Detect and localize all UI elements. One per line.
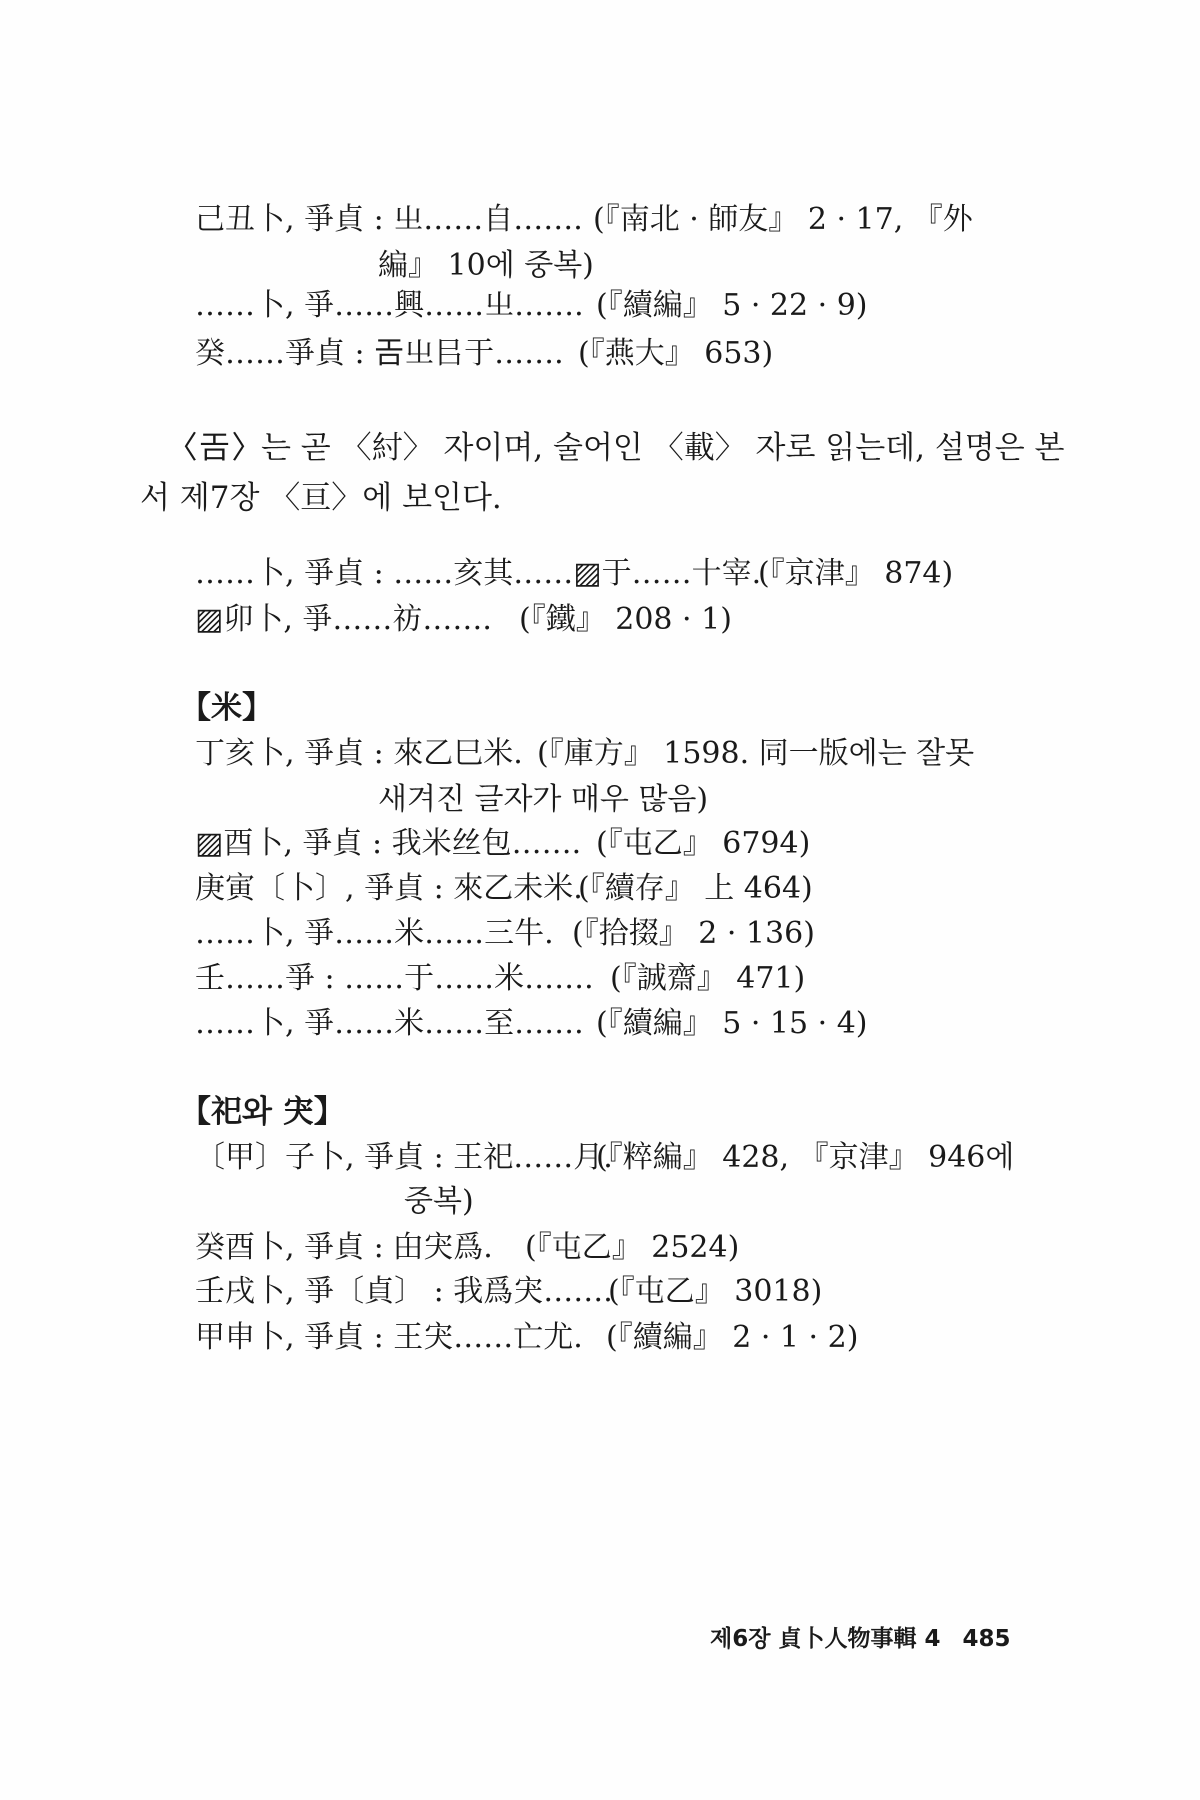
inscription-text: 丁亥卜, 爭貞 : 來乙巳米.	[195, 736, 523, 771]
source-reference: (『屯乙』 6794)	[596, 826, 811, 861]
section-heading: 【祀와 宊】	[180, 1094, 345, 1130]
source-reference-continuation: 새겨진 글자가 매우 많음)	[378, 782, 709, 817]
inscription-text: 癸……爭貞 : 𢀛㞢㠯于…….	[195, 336, 564, 371]
running-head: 제6장 貞卜人物事輯 4	[710, 1626, 941, 1652]
inscription-entry	[195, 736, 523, 772]
source-reference: (『京津』 874)	[758, 556, 954, 591]
page-footer	[710, 1620, 1010, 1653]
inscription-entry	[195, 1140, 613, 1176]
inscription-entry	[195, 826, 581, 862]
inscription-entry	[195, 202, 583, 238]
inscription-entry	[195, 1230, 493, 1266]
inscription-entry	[195, 1006, 584, 1042]
inscription-text: 壬……爭 : ……于……米…….	[195, 961, 594, 996]
inscription-entry	[195, 602, 492, 638]
source-reference: (『拾掇』 2 · 136)	[572, 916, 815, 951]
inscription-entry	[195, 916, 554, 952]
page-number: 485	[962, 1626, 1011, 1652]
inscription-entry	[195, 288, 584, 324]
source-reference: (『屯乙』 3018)	[608, 1274, 823, 1309]
source-reference: (『粹編』 428, 『京津』 946에	[596, 1140, 1015, 1175]
inscription-text: ……卜, 爭……米……至…….	[195, 1006, 584, 1041]
inscription-text: 癸酉卜, 爭貞 : 甶宊爲.	[195, 1230, 493, 1265]
inscription-entry	[195, 961, 594, 997]
inscription-entry	[195, 1320, 583, 1356]
inscription-text: ……卜, 爭……興……㞢…….	[195, 288, 584, 323]
inscription-entry	[195, 1274, 613, 1310]
inscription-text: 壬戌卜, 爭〔貞〕 : 我爲宊…….	[195, 1274, 613, 1309]
body-paragraph-line: 〈𢀛〉는 곧 〈紂〉 자이며, 술어인 〈載〉 자로 읽는데, 설명은 본	[168, 430, 1065, 466]
source-reference: (『庫方』 1598. 同一版에는 잘못	[537, 736, 975, 771]
source-reference-continuation: 編』 10에 중복)	[378, 248, 594, 283]
source-reference: (『南北 · 師友』 2 · 17, 『外	[593, 202, 973, 237]
inscription-entry	[195, 871, 583, 907]
inscription-text: ……卜, 爭貞 : ……亥其……▨于……十宰.	[195, 556, 762, 591]
source-reference: (『續編』 5 · 15 · 4)	[596, 1006, 868, 1041]
body-paragraph-line: 서 제7장 〈亘〉에 보인다.	[140, 480, 502, 516]
source-reference: (『續編』 2 · 1 · 2)	[606, 1320, 859, 1355]
inscription-entry	[195, 336, 564, 372]
source-reference-continuation: 중복)	[404, 1184, 474, 1219]
inscription-text: 庚寅〔卜〕, 爭貞 : 來乙未米.	[195, 871, 583, 906]
source-reference: (『鐵』 208 · 1)	[519, 602, 732, 637]
inscription-text: ▨卯卜, 爭……祊…….	[195, 602, 492, 637]
inscription-text: ▨酉卜, 爭貞 : 我米丝包…….	[195, 826, 582, 861]
section-heading: 【米】	[180, 690, 273, 726]
inscription-text: ……卜, 爭……米……三牛.	[195, 916, 554, 951]
source-reference: (『燕大』 653)	[578, 336, 774, 371]
inscription-entry	[195, 556, 761, 592]
source-reference: (『屯乙』 2524)	[525, 1230, 740, 1265]
inscription-text: 〔甲〕子卜, 爭貞 : 王祀……月.	[195, 1140, 613, 1175]
inscription-text: 己丑卜, 爭貞 : 㞢……自…….	[195, 202, 583, 237]
source-reference: (『誠齋』 471)	[610, 961, 806, 996]
source-reference: (『續存』 上 464)	[578, 871, 813, 906]
inscription-text: 甲申卜, 爭貞 : 王宊……亡尤.	[195, 1320, 583, 1355]
source-reference: (『續編』 5 · 22 · 9)	[596, 288, 868, 323]
